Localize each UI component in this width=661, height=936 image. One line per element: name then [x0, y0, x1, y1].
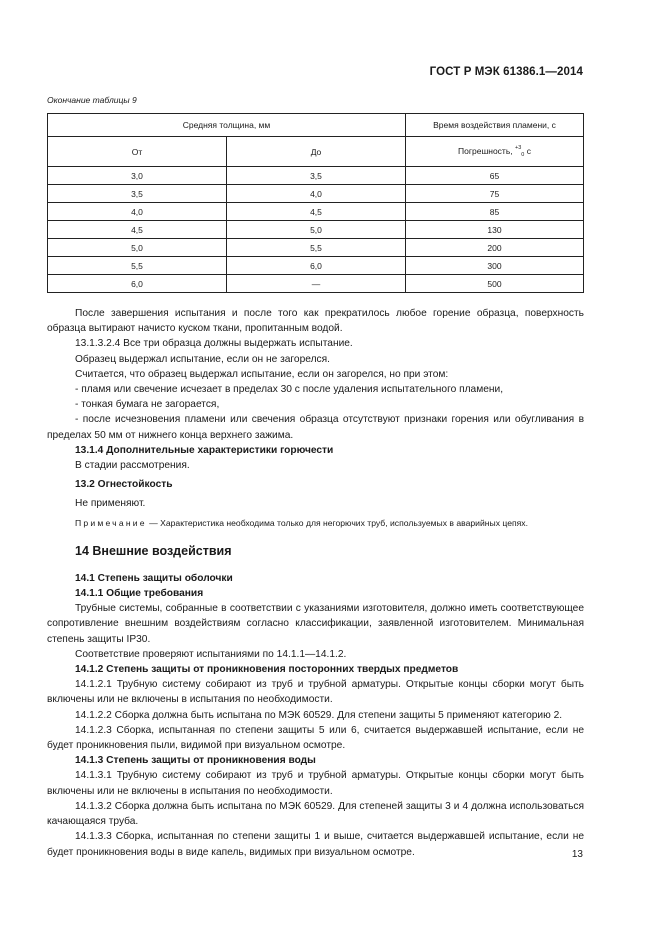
subsection-heading: 14.1.3 Степень защиты от проникновения воды	[75, 755, 316, 767]
paragraph: 14.1.3.2 Сборка должна быть испытана по МЭК 60529. Для степеней защиты 3 и 4 должна использоваться качающаяся труба.	[47, 800, 584, 828]
body-text	[47, 306, 584, 860]
table-row	[48, 275, 584, 293]
subsection-heading: 14.1.2 Степень защиты от проникновения посторонних твердых предметов	[75, 664, 459, 676]
note: Примечание — Характеристика необходима только для негорючих труб, используемых в аварийных цепях.	[75, 517, 528, 528]
list-item: - после исчезновения пламени или свечения образца отсутствуют признаки горения или обугливания в пределах 50 мм от нижнего конца верхнего зажима.	[47, 414, 584, 441]
table-cell-time: 200	[406, 239, 584, 257]
table-row	[48, 221, 584, 239]
table-cell-from: 5,0	[48, 239, 227, 257]
table-cell-to: 5,0	[227, 221, 406, 239]
paragraph: 14.1.3.3 Сборка, испытанная по степени защиты 1 и выше, считается выдержавшей испытание, если не будет проникновения воды в виде капель, видимых при визуальном осмотре.	[47, 831, 584, 858]
table-cell-to: 3,5	[227, 167, 406, 185]
table-cell-to: 4,5	[227, 203, 406, 221]
paragraph: Не применяют.	[75, 498, 146, 510]
flame-exposure-table	[47, 113, 584, 293]
table-cell-from: 5,5	[48, 257, 227, 275]
list-item: - тонкая бумага не загорается,	[75, 399, 220, 411]
table-cell-time: 75	[406, 185, 584, 203]
paragraph: 14.1.2.1 Трубную систему собирают из труб и трубной арматуры. Открытые концы сборки могут быть включены или не включены в испытания по необходимости.	[47, 679, 584, 706]
table-cell-from: 4,0	[48, 203, 227, 221]
paragraph: Соответствие проверяют испытаниями по 14.1.1—14.1.2.	[75, 648, 347, 660]
paragraph: После завершения испытания и после того как прекратилось любое горение образца, поверхность образца вытирают начисто куском ткани, пропитанным водой.	[47, 308, 584, 335]
paragraph: 14.1.2.2 Сборка должна быть испытана по МЭК 60529. Для степени защиты 5 применяют категорию 2.	[75, 709, 563, 721]
header-from: От	[48, 137, 227, 167]
table-cell-time: 130	[406, 221, 584, 239]
table-cell-from: 3,0	[48, 167, 227, 185]
table-cell-time: 65	[406, 167, 584, 185]
table-caption: Окончание таблицы 9	[47, 95, 137, 105]
table-cell-from: 4,5	[48, 221, 227, 239]
paragraph: В стадии рассмотрения.	[75, 460, 190, 472]
page-number: 13	[571, 849, 583, 860]
table-row	[48, 167, 584, 185]
header-exposure-time: Время воздействия пламени, с	[406, 114, 584, 137]
table-cell-to: 6,0	[227, 257, 406, 275]
table-row	[48, 185, 584, 203]
list-item: - пламя или свечение исчезает в пределах 30 с после удаления испытательного пламени,	[75, 384, 504, 396]
table-cell-time: 500	[406, 275, 584, 293]
table-cell-from: 3,5	[48, 185, 227, 203]
table-row	[48, 257, 584, 275]
table-cell-from: 6,0	[48, 275, 227, 293]
table-row	[48, 203, 584, 221]
header-thickness: Средняя толщина, мм	[48, 114, 406, 137]
paragraph: 14.1.3.1 Трубную систему собирают из труб и трубной арматуры. Открытые концы сборки могут быть включены или не включены в испытания по необходимости.	[47, 770, 584, 797]
subsection-heading: 13.2 Огнестойкость	[75, 479, 173, 491]
subsection-heading: 13.1.4 Дополнительные характеристики горючести	[75, 444, 334, 456]
section-heading: 14 Внешние воздействия	[75, 543, 232, 558]
paragraph: Считается, что образец выдержал испытание, если он загорелся, но при этом:	[75, 368, 449, 380]
paragraph: Трубные системы, собранные в соответствии с указаниями изготовителя, должно иметь соответствующее сопротивление внешним воздействиям согласно классификации, заявленной изготовителем. Минимальная степень защиты IP30.	[47, 603, 584, 645]
table-cell-to: 4,0	[227, 185, 406, 203]
table-cell-time: 85	[406, 203, 584, 221]
header-tolerance: Погрешность, $^{+3}_0$ с	[406, 137, 584, 167]
paragraph: 13.1.3.2.4 Все три образца должны выдержать испытание.	[75, 338, 353, 350]
subsection-heading: 14.1.1 Общие требования	[75, 588, 204, 600]
paragraph: Образец выдержал испытание, если он не загорелся.	[75, 353, 330, 365]
document-id: ГОСТ Р МЭК 61386.1—2014	[429, 66, 583, 78]
table-row	[48, 239, 584, 257]
table-cell-to: 5,5	[227, 239, 406, 257]
table-cell-to: —	[227, 275, 406, 293]
table-cell-time: 300	[406, 257, 584, 275]
subsection-heading: 14.1 Степень защиты оболочки	[75, 572, 233, 584]
paragraph: 14.1.2.3 Сборка, испытанная по степени защиты 5 или 6, считается выдержавшей испытание, если не будет проникновения пыли, видимой при визуальном осмотре.	[47, 724, 584, 752]
header-to: До	[227, 137, 406, 167]
